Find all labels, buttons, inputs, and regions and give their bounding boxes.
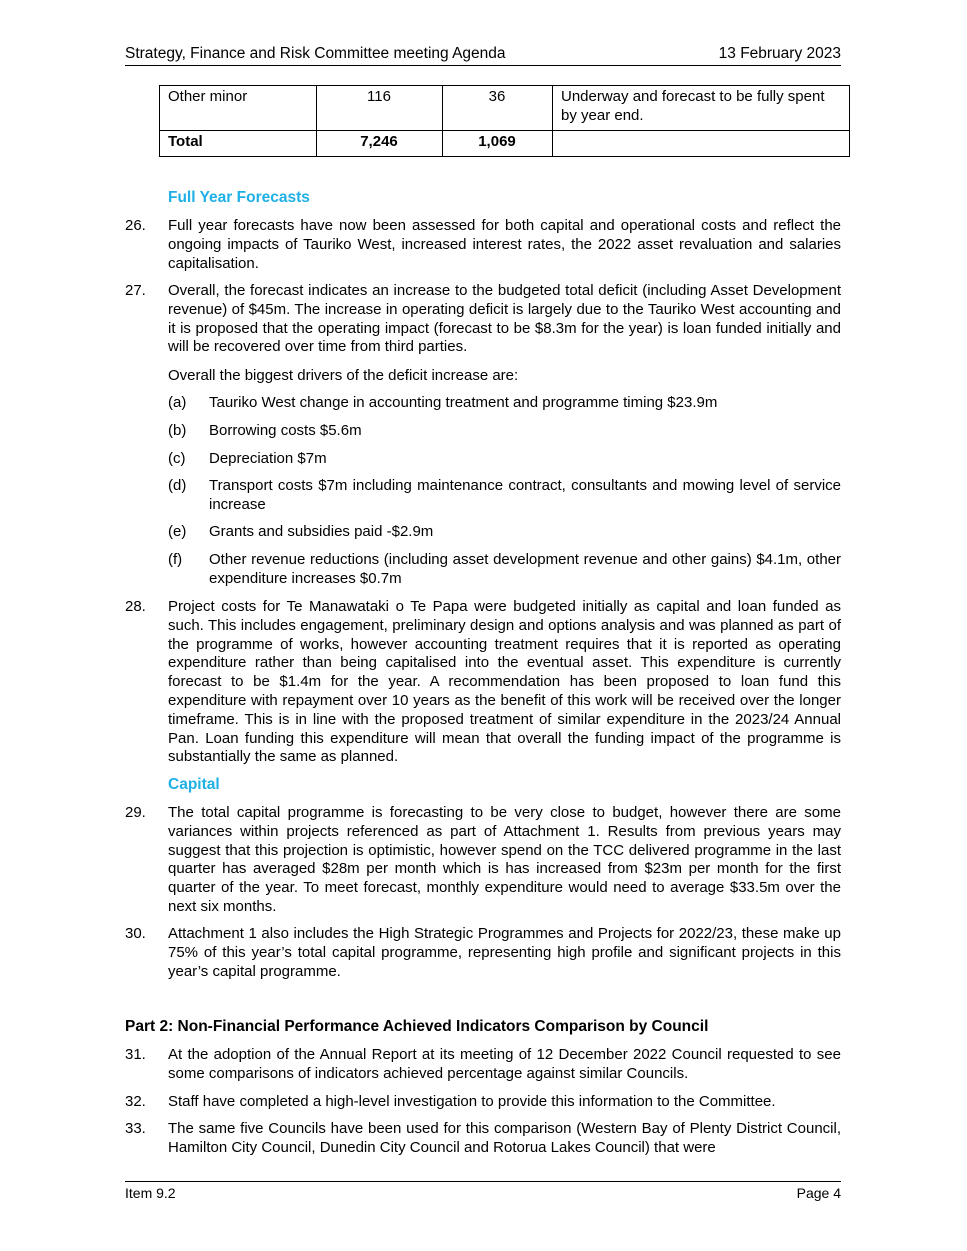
list-text: Borrowing costs $5.6m — [209, 422, 362, 439]
paragraph-26 — [125, 217, 841, 273]
list-label: (b) — [168, 422, 187, 439]
paragraph-number: 30. — [125, 925, 146, 942]
cell-actual: 1,069 — [443, 131, 553, 157]
paragraph-text: Project costs for Te Manawataki o Te Papa were budgeted initially as capital and loan funded as such. This includes engagement, preliminary design and options analysis and was planned as part of the programme of works, however accounting treatment requires that it is reported as operating expenditure rather than being capitalised into the eventual asset. This expenditure is currently forecast to be $1.4m for the year. A recommendation has been proposed to loan fund this expenditure with repayment over 10 years as the benefit of this work will be received over the longer timeframe. This is in line with the proposed treatment of similar expenditure in the 2023/24 Annual Pan. Loan funding this expenditure will mean that overall the funding impact of the programme is substantially the same as planned. — [168, 598, 841, 766]
cell-name: Total — [160, 131, 317, 157]
paragraph-text: Full year forecasts have now been assessed for both capital and operational costs and reflect the ongoing impacts of Tauriko West, increased interest rates, the 2022 asset revaluation and salaries capitalisation. — [168, 217, 841, 272]
budget-table — [159, 85, 850, 157]
paragraph-number: 27. — [125, 282, 146, 299]
paragraph-text: Overall, the forecast indicates an increase to the budgeted total deficit (including Asset Development revenue) of $45m. The increase in operating deficit is largely due to the Tauriko West accounting and it is proposed that the operating impact (forecast to be $8.3m for the year) is loan funded initially and will be recovered over time from third parties. — [168, 282, 841, 356]
paragraph-27 — [125, 282, 841, 357]
list-label: (e) — [168, 523, 187, 540]
paragraph-text: The same five Councils have been used for this comparison (Western Bay of Plenty District Council, Hamilton City Council, Dunedin City Council and Rotorua Lakes Council) that were — [168, 1120, 841, 1156]
list-text: Tauriko West change in accounting treatment and programme timing $23.9m — [209, 394, 718, 411]
paragraph-32 — [125, 1093, 841, 1112]
paragraph-text: At the adoption of the Annual Report at its meeting of 12 December 2022 Council requested to see some comparisons of indicators achieved percentage against similar Councils. — [168, 1046, 841, 1082]
list-item — [168, 551, 841, 589]
cell-budget: 7,246 — [317, 131, 443, 157]
paragraph-30 — [125, 925, 841, 981]
paragraph-text: The total capital programme is forecasting to be very close to budget, however there are some variances within projects referenced as part of Attachment 1. Results from previous years may suggest that this projection is optimistic, however spend on the TCC delivered programme in the last quarter has averaged $28m per month which is has increased from $23m per month for the first quarter of the year. To meet forecast, monthly expenditure would need to average $33.5m over the next six months. — [168, 804, 841, 915]
page-header — [125, 45, 841, 66]
list-item — [168, 394, 841, 413]
page-footer — [125, 1181, 841, 1201]
list-label: (f) — [168, 551, 183, 568]
table-row-total — [160, 131, 850, 157]
list-text: Grants and subsidies paid -$2.9m — [209, 523, 434, 540]
cell-comment — [553, 131, 850, 157]
paragraph-33 — [125, 1120, 841, 1158]
list-label: (c) — [168, 450, 186, 467]
list-text: Depreciation $7m — [209, 450, 327, 467]
cell-comment: Underway and forecast to be fully spent by year end. — [553, 86, 850, 131]
cell-budget: 116 — [317, 86, 443, 131]
paragraph-text: Attachment 1 also includes the High Strategic Programmes and Projects for 2022/23, these make up 75% of this year’s total capital programme, representing high profile and significant projects in this year’s capital programme. — [168, 925, 841, 980]
section-heading-capital: Capital — [168, 776, 220, 793]
cell-name: Other minor — [160, 86, 317, 131]
cell-actual: 36 — [443, 86, 553, 131]
paragraph-29 — [125, 804, 841, 917]
header-title: Strategy, Finance and Risk Committee meeting Agenda — [125, 45, 506, 62]
list-item — [168, 450, 841, 469]
footer-page: Page 4 — [796, 1185, 841, 1201]
section-heading-full-year: Full Year Forecasts — [168, 189, 310, 206]
table-row — [160, 86, 850, 131]
part-2-heading: Part 2: Non-Financial Performance Achieved Indicators Comparison by Council — [125, 1018, 709, 1035]
paragraph-number: 28. — [125, 598, 146, 615]
list-text: Other revenue reductions (including asset development revenue and other gains) $4.1m, other expenditure increases $0.7m — [209, 551, 841, 587]
paragraph-31 — [125, 1046, 841, 1084]
list-label: (a) — [168, 394, 187, 411]
paragraph-number: 31. — [125, 1046, 146, 1063]
paragraph-number: 26. — [125, 217, 146, 234]
paragraph-number: 33. — [125, 1120, 146, 1137]
paragraph-number: 29. — [125, 804, 146, 821]
footer-item: Item 9.2 — [125, 1185, 176, 1201]
paragraph-number: 32. — [125, 1093, 146, 1110]
drivers-intro: Overall the biggest drivers of the deficit increase are: — [168, 367, 519, 384]
list-item — [168, 477, 841, 515]
paragraph-text: Staff have completed a high-level investigation to provide this information to the Committee. — [168, 1093, 776, 1110]
list-item — [168, 422, 841, 441]
list-item — [168, 523, 841, 542]
header-date: 13 February 2023 — [718, 45, 841, 62]
list-label: (d) — [168, 477, 187, 494]
list-text: Transport costs $7m including maintenance contract, consultants and mowing level of service increase — [209, 477, 841, 513]
paragraph-28 — [125, 598, 841, 767]
